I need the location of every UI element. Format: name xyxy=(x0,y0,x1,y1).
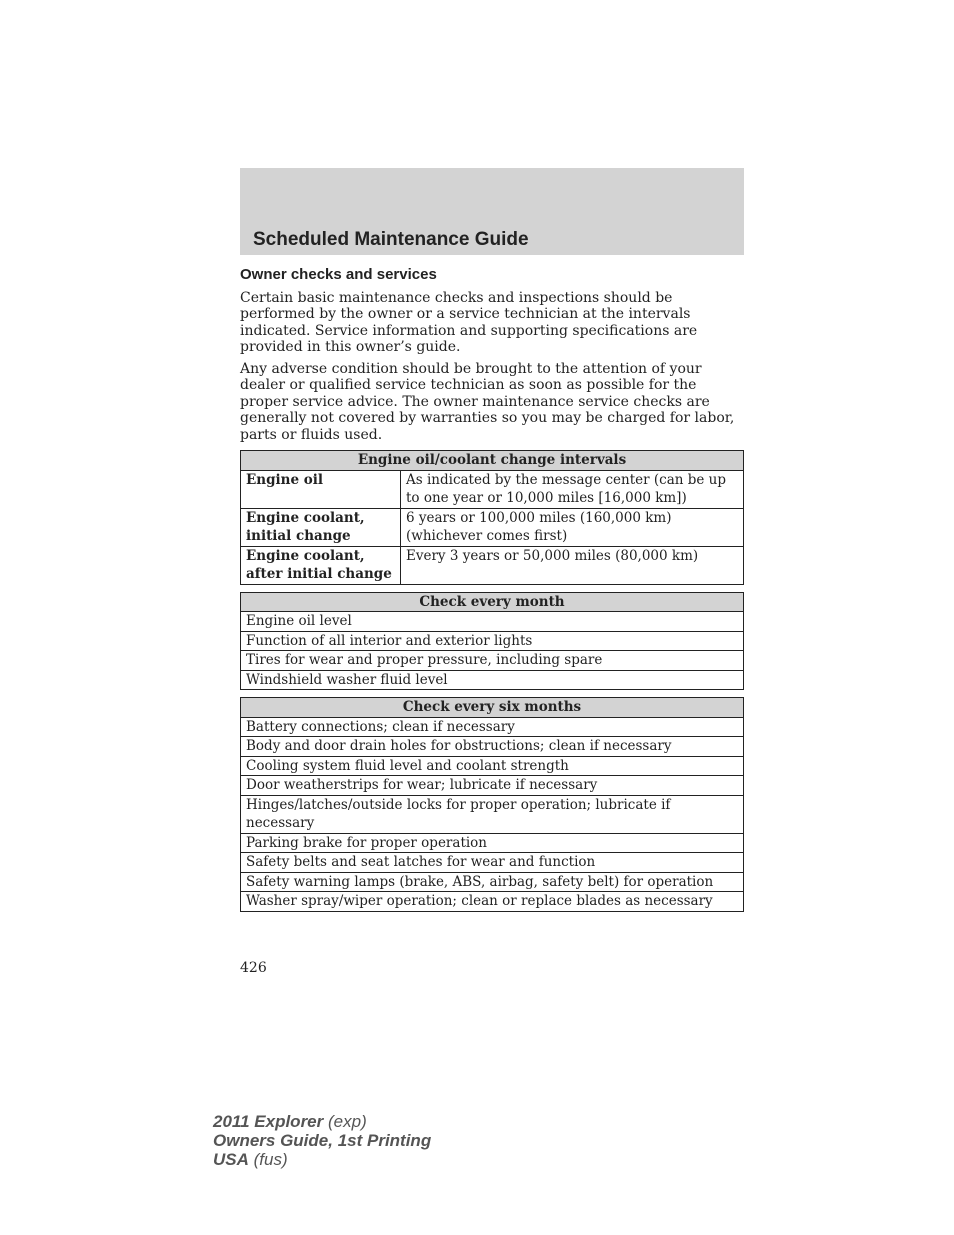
footer-printing: Owners Guide, 1st Printing xyxy=(213,1131,432,1150)
print-footer xyxy=(213,1112,431,1169)
row-value: 6 years or 100,000 miles (160,000 km) (whichever comes first) xyxy=(401,508,744,546)
page-number: 426 xyxy=(240,960,267,976)
footer-market: USA xyxy=(213,1150,249,1169)
table-row: Safety warning lamps (brake, ABS, airbag, safety belt) for operation xyxy=(241,872,744,892)
table-row: Engine oil level xyxy=(241,612,744,632)
section-heading: Owner checks and services xyxy=(240,266,437,283)
intro-paragraph: Certain basic maintenance checks and inspections should be performed by the owner or a service technician at the intervals indicated. Service information and supporting specifications are provided in this owner’s guide. xyxy=(240,289,698,355)
table-row: Windshield washer fluid level xyxy=(241,670,744,690)
footer-model: 2011 Explorer xyxy=(213,1112,324,1131)
footer-market-code: (fus) xyxy=(253,1150,288,1169)
table-row: Function of all interior and exterior lights xyxy=(241,631,744,651)
table-header: Engine oil/coolant change intervals xyxy=(241,451,744,471)
section-header-band xyxy=(240,168,744,255)
six-month-checks-table xyxy=(240,697,744,912)
table-row: Tires for wear and proper pressure, including spare xyxy=(241,651,744,671)
row-value: Every 3 years or 50,000 miles (80,000 km) xyxy=(401,546,744,584)
table-row: Hinges/latches/outside locks for proper operation; lubricate if necessary xyxy=(241,795,744,833)
footer-model-code: (exp) xyxy=(328,1112,367,1131)
table-header: Check every month xyxy=(241,592,744,612)
table-row xyxy=(241,508,744,546)
table-header: Check every six months xyxy=(241,698,744,718)
row-value: As indicated by the message center (can be up to one year or 10,000 miles [16,000 km]) xyxy=(401,470,744,508)
row-label: Engine coolant, after initial change xyxy=(241,546,401,584)
main-content xyxy=(240,267,744,912)
row-label: Engine oil xyxy=(241,470,401,508)
table-row: Washer spray/wiper operation; clean or replace blades as necessary xyxy=(241,892,744,912)
table-row: Parking brake for proper operation xyxy=(241,833,744,853)
table-row: Safety belts and seat latches for wear and function xyxy=(241,853,744,873)
table-row: Cooling system fluid level and coolant strength xyxy=(241,756,744,776)
table-row: Battery connections; clean if necessary xyxy=(241,717,744,737)
table-row xyxy=(241,546,744,584)
table-row: Door weatherstrips for wear; lubricate if necessary xyxy=(241,776,744,796)
monthly-checks-table xyxy=(240,592,744,691)
intervals-table xyxy=(240,450,744,585)
page-title: Scheduled Maintenance Guide xyxy=(253,229,529,250)
table-row xyxy=(241,470,744,508)
row-label: Engine coolant, initial change xyxy=(241,508,401,546)
table-row: Body and door drain holes for obstructions; clean if necessary xyxy=(241,737,744,757)
notice-paragraph: Any adverse condition should be brought to the attention of your dealer or qualified service technician as soon as possible for the proper service advice. The owner maintenance service checks are generally not covered by warranties so you may be charged for labor, parts or fluids used. xyxy=(240,360,735,443)
